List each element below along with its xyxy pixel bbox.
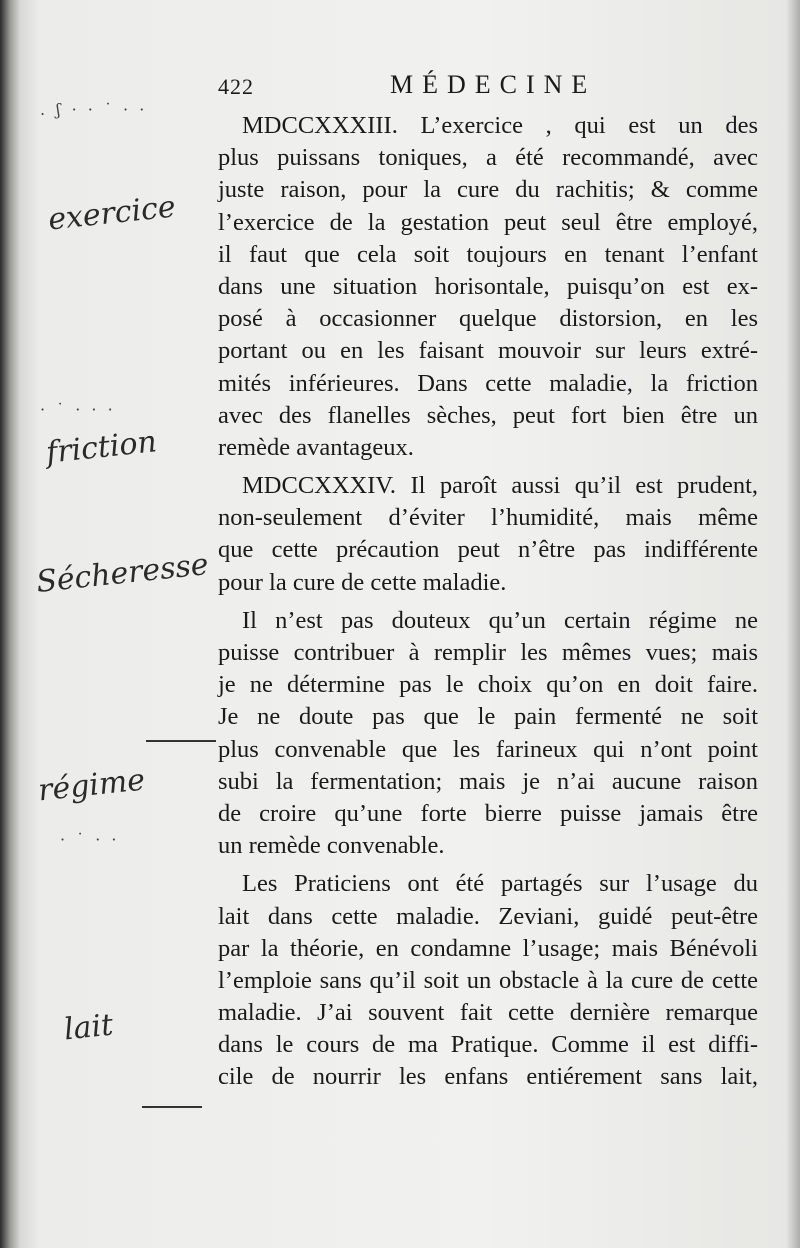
text-line: que cette précaution peut n’être pas indifférente — [218, 536, 758, 564]
text-line: de croire qu’une forte bierre puisse jamais être — [218, 799, 758, 827]
margin-note-exercice: exercice — [46, 189, 178, 238]
text-line: Il n’est pas douteux qu’un certain régime ne — [242, 606, 758, 634]
page-header — [218, 70, 758, 104]
text-line: maladie. J’ai souvent fait cette dernière remarque — [218, 999, 758, 1027]
text-line: plus convenable que les farineux qui n’ont point — [218, 735, 758, 763]
text-line: puisse contribuer à remplir les mêmes vues; mais — [218, 639, 758, 666]
text-line: Les Praticiens ont été partagés sur l’usage du — [242, 870, 758, 898]
margin-note-lait: lait — [62, 1007, 115, 1048]
body-text — [218, 110, 758, 1094]
text-line: posé à occasionner quelque distorsion, en les — [218, 305, 758, 333]
margin-note-secheresse: Sécheresse — [34, 547, 211, 600]
text-line: un remède convenable. — [218, 832, 445, 860]
text-line: par la théorie, en condamne l’usage; mais Bénévoli — [218, 934, 758, 962]
paragraph-lait — [218, 868, 758, 1093]
margin-dash — [146, 740, 216, 742]
margin-scribble: · ˙ · · — [60, 830, 120, 849]
margin-note-friction: friction — [44, 424, 159, 471]
text-line: subi la fermentation; mais je n’ai aucune raison — [218, 767, 758, 795]
text-line: l’emploie sans qu’il soit un obstacle à la cure de cette — [218, 966, 758, 994]
text-line: il faut que cela soit toujours en tenant l’enfant — [218, 240, 758, 268]
text-line: Je ne doute pas que le pain fermenté ne soit — [218, 703, 758, 731]
running-head: MÉDECINE — [390, 70, 597, 99]
margin-note-regime: régime — [36, 762, 147, 809]
text-line: dans le cours de ma Pratique. Comme il est diffi- — [218, 1031, 758, 1059]
text-line: l’exercice de la gestation peut seul être employé, — [218, 208, 758, 236]
text-line: MDCCXXXIV. Il paroît aussi qu’il est prudent, — [242, 472, 758, 500]
text-line: non-seulement d’éviter l’humidité, mais même — [218, 504, 758, 532]
paragraph-mdccxxxiv — [218, 470, 758, 599]
text-line: avec des flanelles sèches, peut fort bien être un — [218, 401, 758, 429]
text-line: mités inférieures. Dans cette maladie, la friction — [218, 369, 758, 397]
page-number: 422 — [218, 74, 254, 99]
paragraph-mdccxxxiii — [218, 110, 758, 464]
text-line: MDCCXXXIII. L’exercice , qui est un des — [242, 112, 758, 139]
text-line: pour la cure de cette maladie. — [218, 568, 507, 596]
margin-scribble: . ʃ · · ˙ · · — [40, 100, 148, 119]
text-line: cile de nourrir les enfans entiérement sans lait, — [218, 1063, 758, 1091]
paragraph-regime — [218, 605, 758, 863]
text-line: lait dans cette maladie. Zeviani, guidé peut-être — [218, 902, 758, 930]
text-line: dans une situation horisontale, puisqu’on est ex- — [218, 272, 758, 300]
text-line: remède avantageux. — [218, 433, 414, 461]
margin-scribble: · ˙ · · · — [40, 400, 116, 419]
text-line: juste raison, pour la cure du rachitis; & comme — [218, 176, 758, 204]
text-line: portant ou en les faisant mouvoir sur leurs extré- — [218, 337, 758, 365]
margin-dash — [142, 1106, 202, 1108]
text-line: je ne détermine pas le choix qu’on en doit faire. — [218, 671, 758, 699]
text-line: plus puissans toniques, a été recommandé, avec — [218, 144, 758, 172]
